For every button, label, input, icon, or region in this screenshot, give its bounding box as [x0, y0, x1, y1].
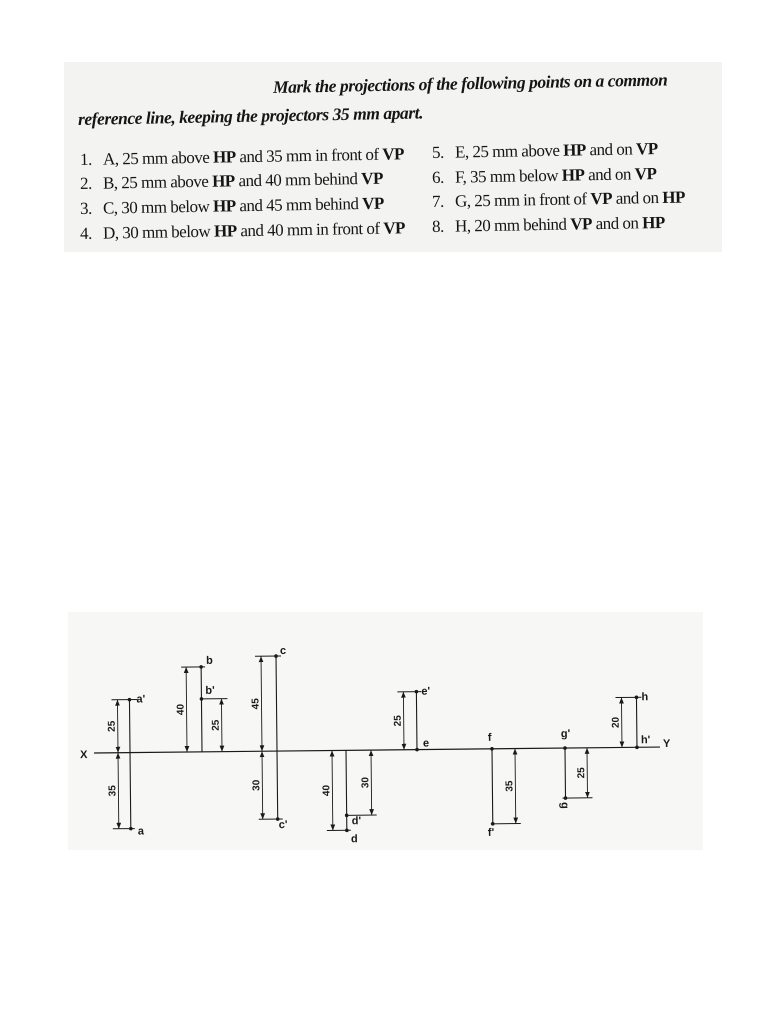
point-label-d: d	[350, 833, 358, 846]
projection-diagram	[68, 612, 703, 850]
item-text	[103, 218, 405, 242]
question-heading-line-2: reference line, keeping the projectors 35 mm apart.	[77, 102, 424, 129]
point-dot-b	[200, 697, 204, 701]
point-label-b: b	[205, 654, 213, 667]
list-item-3	[80, 193, 384, 220]
item-number: 7.	[431, 191, 444, 211]
item-text	[455, 188, 685, 211]
point-dot-d	[345, 829, 349, 833]
point-dot-c	[274, 654, 278, 658]
item-text	[103, 169, 383, 193]
item-number: 8.	[431, 216, 444, 236]
point-label-h: h'	[640, 734, 651, 747]
list-item-7	[432, 187, 685, 213]
plane-keyword: VP	[570, 214, 593, 234]
dimension-value-e: 25	[392, 715, 404, 727]
plane-keyword: HP	[662, 187, 686, 207]
dimension-value-b: 25	[210, 719, 222, 731]
item-text-part: F, 35 mm below	[454, 165, 562, 187]
point-dot-f	[491, 822, 495, 826]
item-text-part: and 45 mm behind	[235, 194, 363, 216]
item-text	[103, 194, 384, 218]
item-number: 3.	[79, 198, 92, 218]
point-label-a: a'	[136, 693, 146, 706]
reference-line-y-label: Y	[662, 737, 671, 751]
point-dot-h	[635, 695, 639, 699]
reference-line-x-label: X	[79, 749, 88, 762]
point-dot-f	[490, 747, 494, 751]
list-item-2	[80, 168, 383, 195]
plane-keyword: HP	[561, 165, 585, 185]
reference-line-xy	[94, 747, 660, 753]
plane-keyword: HP	[642, 212, 665, 233]
dimension-value-d: 30	[360, 777, 372, 789]
dimension-value-h: 20	[610, 716, 622, 729]
point-dot-h	[635, 745, 639, 749]
item-text-part: E, 25 mm above	[454, 140, 564, 162]
point-dot-g	[563, 746, 567, 750]
plane-keyword: VP	[590, 188, 613, 209]
item-text-part: G, 25 mm in front of	[454, 189, 591, 211]
question-heading-line-1: Mark the projections of the following points on a common	[272, 69, 668, 97]
item-text	[455, 164, 657, 187]
item-number: 2.	[79, 173, 92, 193]
dimension-value-f: 35	[504, 780, 516, 792]
item-text-part: and 35 mm in front of	[235, 144, 383, 167]
item-text	[455, 139, 658, 162]
point-dot-e	[415, 748, 419, 752]
plane-keyword: HP	[212, 147, 236, 167]
plane-keyword: HP	[213, 221, 237, 241]
item-number: 4.	[79, 223, 92, 243]
plane-keyword: HP	[562, 140, 586, 160]
point-dot-a	[128, 698, 132, 702]
plane-keyword: VP	[382, 144, 405, 164]
item-text-part: and on	[585, 139, 637, 160]
point-label-e: e'	[421, 685, 431, 698]
projector-a	[129, 700, 130, 829]
projector-b	[201, 667, 202, 752]
item-number: 6.	[431, 167, 444, 187]
point-dot-a	[129, 827, 133, 831]
plane-keyword: HP	[211, 171, 235, 191]
point-label-e: e	[422, 737, 430, 750]
item-text	[455, 213, 665, 236]
projector-c	[276, 656, 278, 819]
item-text-part: D, 30 mm below	[102, 221, 215, 243]
point-label-c: c'	[278, 818, 288, 832]
item-text-part: H, 20 mm behind	[454, 214, 571, 236]
point-label-b: b'	[205, 684, 215, 697]
item-text-part: and 40 mm in front of	[236, 218, 384, 241]
point-label-c: c	[279, 644, 287, 658]
list-item-6	[432, 163, 657, 189]
item-text-part: B, 25 mm above	[102, 171, 213, 193]
plane-keyword: VP	[362, 193, 385, 214]
point-dot-b	[199, 665, 203, 669]
item-text-part: and on	[611, 187, 663, 208]
projector-d	[346, 750, 347, 830]
diagram-group	[79, 641, 672, 848]
projector-g	[565, 748, 566, 798]
point-dot-g	[564, 796, 568, 800]
point-dot-d	[345, 814, 349, 818]
projector-h	[636, 697, 637, 747]
point-label-g: g'	[560, 728, 571, 741]
item-text-part: A, 25 mm above	[102, 147, 214, 169]
list-item-8	[432, 212, 665, 238]
dimension-value-b: 40	[175, 703, 187, 716]
dimension-value-a: 35	[107, 785, 119, 797]
question-block	[64, 62, 722, 252]
item-text-part: and on	[591, 213, 643, 234]
item-text-part: C, 30 mm below	[102, 196, 214, 218]
dimension-value-c: 45	[250, 698, 262, 710]
item-number: 1.	[79, 149, 92, 169]
list-item-4	[80, 217, 405, 245]
list-item-1	[80, 143, 404, 171]
plane-keyword: VP	[361, 168, 384, 189]
point-label-f: f	[487, 731, 492, 744]
point-label-a: a	[137, 825, 145, 838]
projector-f	[492, 749, 493, 824]
projector-e	[416, 692, 417, 750]
list-item-5	[432, 138, 658, 164]
plane-keyword: VP	[634, 164, 657, 184]
item-text-part: and 40 mm behind	[234, 169, 362, 191]
item-number: 5.	[431, 142, 444, 162]
point-label-f: f'	[487, 826, 495, 839]
dimension-value-c: 30	[251, 779, 263, 791]
dimension-value-g: 25	[576, 767, 588, 779]
plane-keyword: HP	[212, 196, 236, 216]
point-label-h: h	[641, 691, 649, 704]
point-label-d: d'	[351, 815, 362, 828]
dimension-value-a: 25	[106, 720, 118, 732]
dimension-value-d: 40	[321, 784, 333, 797]
item-text	[103, 144, 404, 168]
point-label-g: g	[558, 802, 571, 809]
point-dot-e	[415, 690, 419, 694]
item-text-part: and on	[584, 164, 635, 185]
plane-keyword: VP	[635, 139, 658, 159]
plane-keyword: VP	[383, 218, 406, 238]
